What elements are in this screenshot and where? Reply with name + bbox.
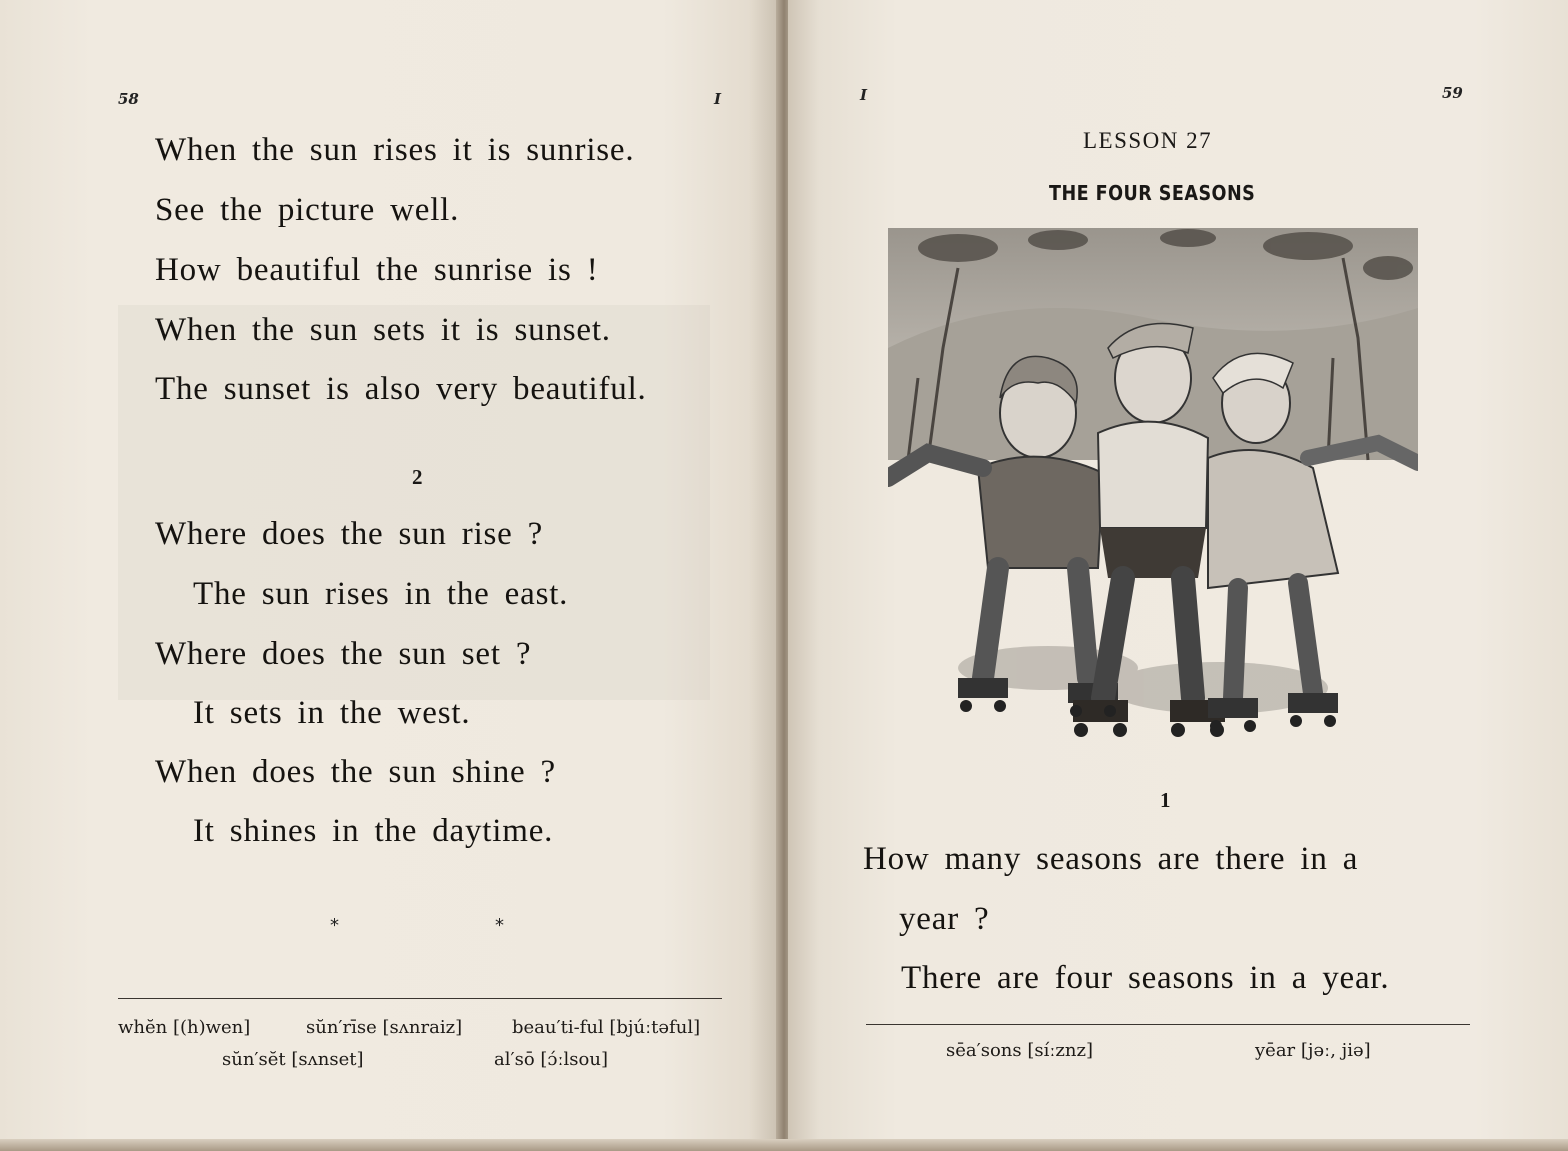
question-line: How many seasons are there in a <box>863 841 1359 877</box>
section-number: 1 <box>1160 788 1171 812</box>
answer-line: The sun rises in the east. <box>193 576 569 612</box>
question-line: Where does the sun set ? <box>155 636 532 672</box>
page-number: 59 <box>1442 84 1463 102</box>
ground-shadows <box>958 646 1328 714</box>
vocabulary-entry: sēa′sons [síːznz] <box>946 1040 1093 1061</box>
children-skating-illustration <box>888 228 1418 768</box>
question-line: When does the sun shine ? <box>155 754 556 790</box>
text-line: When the sun rises it is sunrise. <box>155 132 635 168</box>
vocabulary-entry: sŭn′rīse [sʌnraiz] <box>306 1017 463 1038</box>
lesson-title: THE FOUR SEASONS <box>1049 181 1256 205</box>
question-line: Where does the sun rise ? <box>155 516 544 552</box>
vocabulary-rule <box>866 1024 1470 1025</box>
separator-star: * <box>495 915 504 936</box>
answer-line: There are four seasons in a year. <box>901 960 1390 996</box>
answer-line: It sets in the west. <box>193 695 471 731</box>
book-bottom-edge <box>0 1139 1568 1151</box>
right-page <box>788 0 1568 1151</box>
separator-star: * <box>330 915 339 936</box>
lesson-heading: LESSON 27 <box>1083 128 1213 153</box>
vocabulary-rule <box>118 998 722 999</box>
left-page <box>0 0 780 1151</box>
vocabulary-entry: sŭn′sĕt [sʌnset] <box>222 1049 364 1070</box>
page-number: 58 <box>118 90 139 108</box>
text-line: The sunset is also very beautiful. <box>155 371 647 407</box>
vocabulary-entry: beau′ti-ful [bjúːtəful] <box>512 1017 701 1038</box>
text-line: How beautiful the sunrise is ! <box>155 252 599 288</box>
text-line: When the sun sets it is sunset. <box>155 312 611 348</box>
signature-mark: I <box>860 86 868 104</box>
vocabulary-entry: yēar [jəː, jiə] <box>1255 1040 1371 1061</box>
question-line-continued: year ? <box>899 901 990 937</box>
section-number: 2 <box>412 465 423 489</box>
answer-line: It shines in the daytime. <box>193 813 554 849</box>
vocabulary-entry: whĕn [(h)wen] <box>118 1017 251 1038</box>
signature-mark: I <box>714 90 722 108</box>
vocabulary-entry: al′sō [ɔ́ːlsou] <box>494 1049 608 1070</box>
text-line: See the picture well. <box>155 192 460 228</box>
